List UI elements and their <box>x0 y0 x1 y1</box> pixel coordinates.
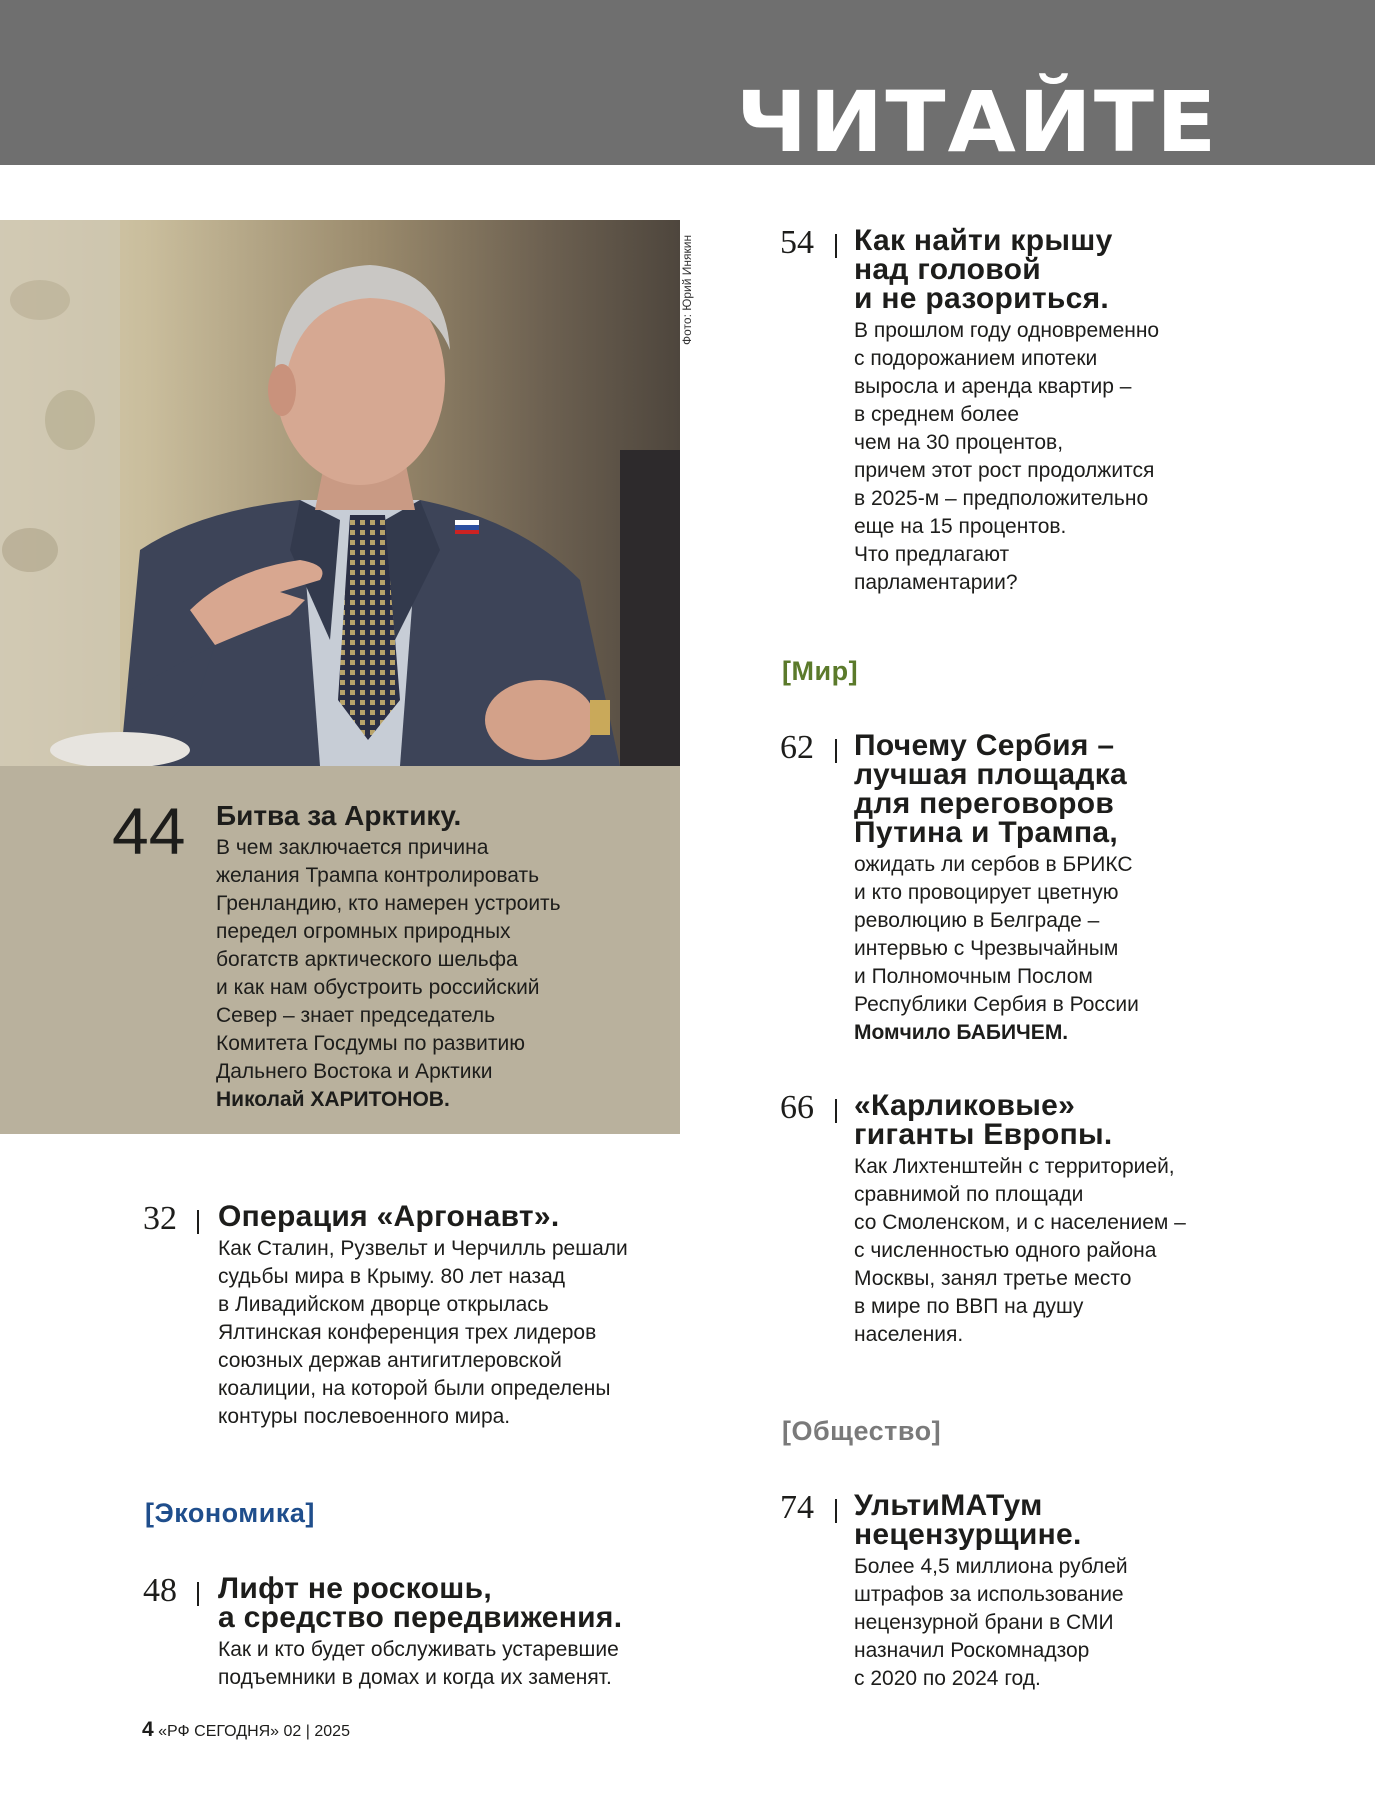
divider <box>197 1210 199 1234</box>
divider <box>835 1099 837 1123</box>
feature-person: Николай ХАРИТОНОВ. <box>216 1088 450 1111</box>
divider <box>835 739 837 763</box>
article-page-number: 48 <box>143 1572 177 1609</box>
feature-photo <box>0 220 680 766</box>
photo-credit: Фото: Юрий Инякин <box>680 234 694 345</box>
page-footer <box>142 1718 350 1742</box>
footer-issue: 02 | 2025 <box>283 1723 350 1740</box>
article-body: Как Сталин, Рузвельт и Черчилль решали судьбы мира в Крыму. 80 лет назад в Ливадийском дворце открылась Ялтинская конференция трех лидеров союзных держав антигитлеровской коалиции, на которой были определены контуры послевоенного мира. <box>218 1237 628 1428</box>
divider <box>835 234 837 258</box>
article-page-number: 32 <box>143 1200 177 1237</box>
divider <box>835 1499 837 1523</box>
footer-magazine: «РФ СЕГОДНЯ» <box>158 1723 280 1740</box>
article-page-number: 62 <box>780 729 814 766</box>
feature-body: В чем заключается причина желания Трампа контролировать Гренландию, кто намерен устроить передел огромных природных богатств арктического шельфа и как нам обустроить российский Север – знает председатель Комитета Госдумы по развитию Дальнего Востока и Арктики <box>216 836 561 1083</box>
article-body: В прошлом году одновременно с подорожанием ипотеки выросла и аренда квартир – в среднем более чем на 30 процентов, причем этот рост продолжится в 2025-м – предположительно еще на 15 процентов. Что предлагают парламентарии? <box>854 319 1160 594</box>
article-page-number: 74 <box>780 1489 814 1526</box>
divider <box>197 1582 199 1606</box>
article-title: Как найти крышу над головой и не разориться. <box>854 224 1113 315</box>
article-title: Почему Сербия – лучшая площадка для переговоров Путина и Трампа, <box>854 729 1128 849</box>
feature-page-number: 44 <box>112 794 186 868</box>
rubric-world: [Мир] <box>782 656 859 686</box>
rubric-society: [Общество] <box>782 1416 942 1446</box>
portrait-illustration <box>0 220 680 766</box>
article-body: Более 4,5 миллиона рублей штрафов за использование нецензурной брани в СМИ назначил Роскомнадзор с 2020 по 2024 год. <box>854 1555 1128 1690</box>
article-title: Операция «Аргонавт». <box>218 1200 560 1233</box>
article-title: «Карликовые» гиганты Европы. <box>854 1089 1113 1151</box>
feature-title: Битва за Арктику. <box>216 800 462 831</box>
article-body: Как и кто будет обслуживать устаревшие подъемники в домах и когда их заменят. <box>218 1638 619 1689</box>
feature-article[interactable] <box>216 800 656 1114</box>
article-title: Лифт не роскошь, а средство передвижения. <box>218 1572 623 1634</box>
article-body: Как Лихтенштейн с территорией, сравнимой по площади со Смоленском, и с населением – с численностью одного района Москвы, занял третье место в мире по ВВП на душу населения. <box>854 1155 1186 1346</box>
article-page-number: 66 <box>780 1089 814 1126</box>
footer-page-number: 4 <box>142 1718 154 1741</box>
rubric-economy: [Экономика] <box>145 1498 315 1528</box>
article-body: ожидать ли сербов в БРИКС и кто провоцирует цветную революцию в Белграде – интервью с Чрезвычайным и Полномочным Послом Республики Сербия в России <box>854 853 1139 1016</box>
article-title: УльтиМАТум нецензурщине. <box>854 1489 1082 1551</box>
article-person: Момчило БАБИЧЕМ. <box>854 1021 1069 1044</box>
article-page-number: 54 <box>780 224 814 261</box>
page-title: ЧИТАЙТЕ <box>735 73 1218 171</box>
